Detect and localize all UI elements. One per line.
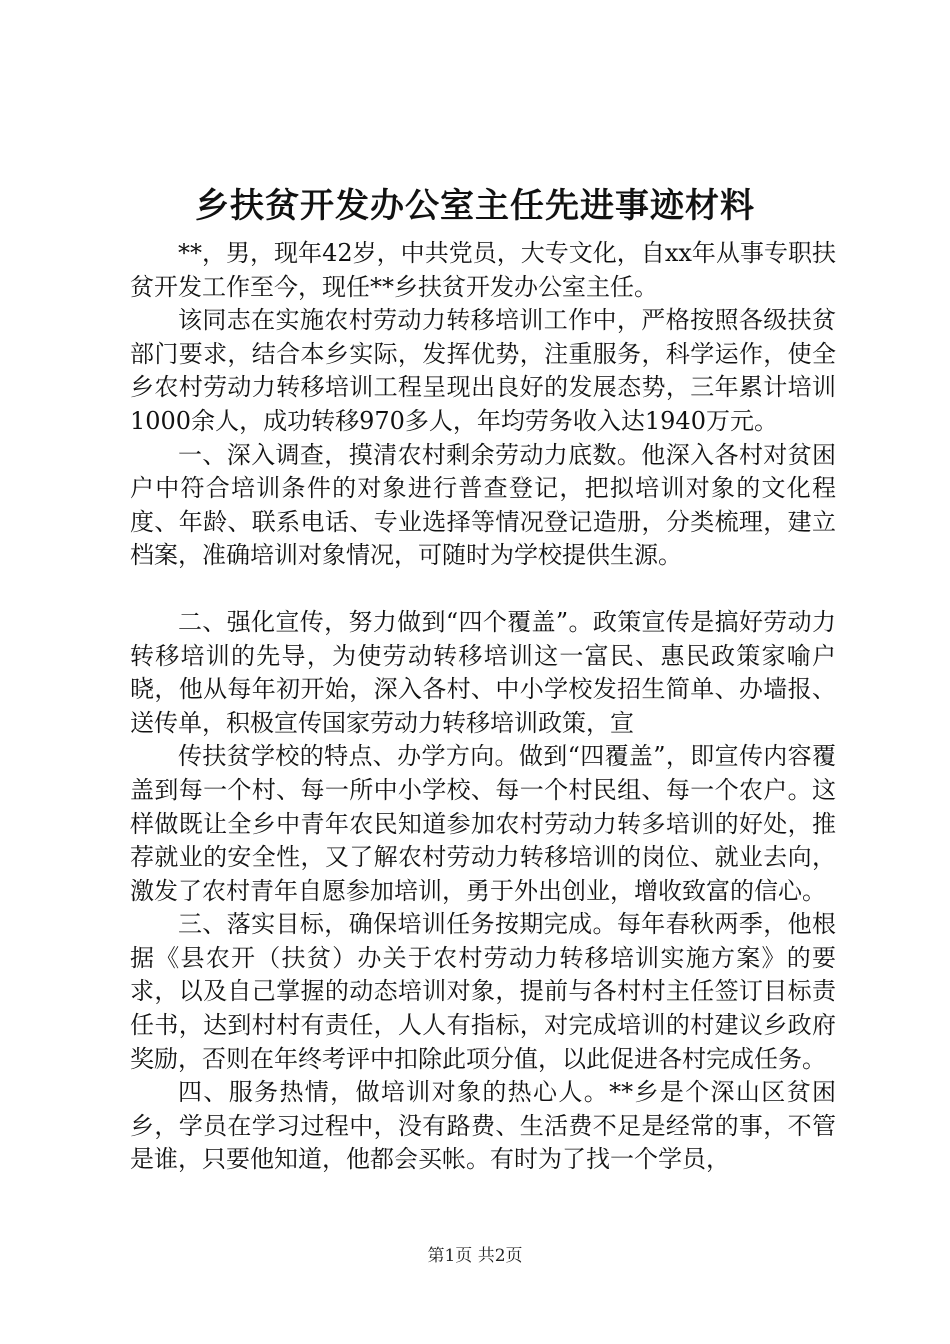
document-body — [130, 237, 836, 1177]
paragraph-summary: 该同志在实施农村劳动力转移培训工作中，严格按照各级扶贫部门要求，结合本乡实际，发挥优势，注重服务，科学运作，使全乡农村劳动力转移培训工程呈现出良好的发展态势，三年累计培训1000余人，成功转移970多人，年均劳务收入达1940万元。 — [130, 306, 836, 435]
paragraph-section-1: 一、深入调查，摸清农村剩余劳动力底数。他深入各村对贫困户中符合培训条件的对象进行普查登记，把拟培训对象的文化程度、年龄、联系电话、专业选择等情况登记造册，分类梳理，建立档案，准确培训对象情况，可随时为学校提供生源。 — [130, 440, 836, 570]
paragraph-section-4: 四、服务热情，做培训对象的热心人。**乡是个深山区贫困乡，学员在学习过程中，没有路费、生活费不足是经常的事，不管是谁，只要他知道，他都会买帐。有时为了找一个学员， — [130, 1078, 836, 1174]
paragraph-section-2-continued: 传扶贫学校的特点、办学方向。做到“四覆盖”，即宣传内容覆盖到每一个村、每一所中小学校、每一个村民组、每一个农户。这样做既让全乡中青年农民知道参加农村劳动力转多培训的好处，推荐就业的安全性，又了解农村劳动力转移培训的岗位、就业去向，激发了农村青年自愿参加培训，勇于外出创业，增收致富的信心。 — [130, 742, 836, 905]
page-number-footer: 第1页 共2页 — [427, 1246, 523, 1266]
document-title: 乡扶贫开发办公室主任先进事迹材料 — [195, 186, 755, 226]
paragraph-section-2: 二、强化宣传，努力做到“四个覆盖”。政策宣传是搞好劳动力转移培训的先导，为使劳动转移培训这一富民、惠民政策家喻户晓，他从每年初开始，深入各村、中小学校发招生简单、办墙报、送传单，积极宣传国家劳动力转移培训政策，宣 — [130, 607, 836, 737]
paragraph-section-3: 三、落实目标，确保培训任务按期完成。每年春秋两季，他根据《县农开（扶贫）办关于农村劳动力转移培训实施方案》的要求，以及自己掌握的动态培训对象，提前与各村村主任签订目标责任书，达到村村有责任，人人有指标，对完成培训的村建议乡政府奖励，否则在年终考评中扣除此项分值，以此促进各村完成任务。 — [130, 910, 836, 1073]
paragraph-intro: **，男，现年42岁，中共党员，大专文化，自xx年从事专职扶贫开发工作至今，现任**乡扶贫开发办公室主任。 — [130, 239, 836, 301]
